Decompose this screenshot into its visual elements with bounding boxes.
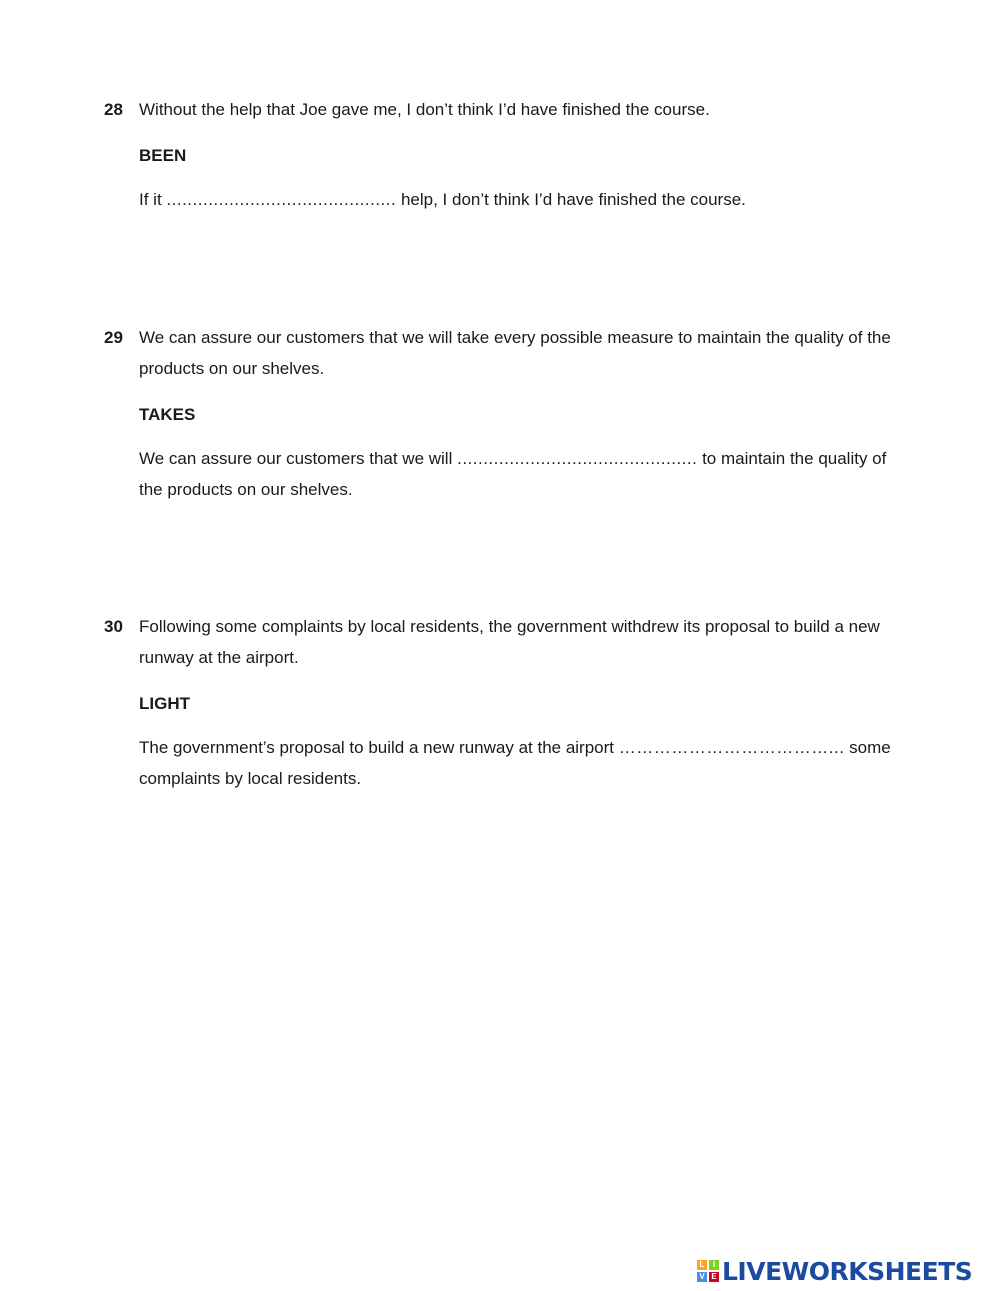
question-30 xyxy=(104,611,904,794)
logo-text: LIVEWORKSHEETS xyxy=(722,1256,973,1286)
logo-mark-letter: E xyxy=(709,1272,719,1282)
question-28 xyxy=(104,94,904,215)
question-number: 29 xyxy=(104,328,123,347)
answer-before: We can assure our customers that we will xyxy=(139,449,458,468)
answer-before: The government’s proposal to build a new runway at the airport xyxy=(139,738,619,757)
key-word: BEEN xyxy=(139,146,187,165)
key-word: LIGHT xyxy=(139,694,190,713)
question-prompt: We can assure our customers that we will take every possible measure to maintain the quality of the products on our shelves. xyxy=(139,328,891,378)
question-29 xyxy=(104,322,904,505)
key-word: TAKES xyxy=(139,405,196,424)
answer-after: help, I don’t think I’d have finished the course. xyxy=(396,190,746,209)
logo-mark-letter: V xyxy=(697,1272,707,1282)
liveworksheets-logo-icon xyxy=(697,1260,719,1282)
answer-blank[interactable]: ............................................ xyxy=(166,190,397,209)
answer-after: to maintain the quality of the products on our shelves. xyxy=(139,449,887,499)
answer-sentence xyxy=(139,732,899,794)
question-prompt: Following some complaints by local residents, the government withdrew its proposal to build a new runway at the airport. xyxy=(139,617,880,667)
logo-mark-letter: I xyxy=(709,1260,719,1270)
question-prompt: Without the help that Joe gave me, I don’t think I’d have finished the course. xyxy=(139,100,710,119)
answer-after: some complaints by local residents. xyxy=(139,738,891,788)
answer-blank[interactable]: ………………………………... xyxy=(618,738,845,757)
question-number: 30 xyxy=(104,617,123,636)
answer-before: If it xyxy=(139,190,167,209)
logo-mark-letter: L xyxy=(697,1260,707,1270)
liveworksheets-logo xyxy=(697,1256,972,1286)
answer-sentence xyxy=(139,443,899,505)
answer-sentence xyxy=(139,184,899,215)
answer-blank[interactable]: .............................................. xyxy=(457,449,698,468)
question-number: 28 xyxy=(104,100,123,119)
